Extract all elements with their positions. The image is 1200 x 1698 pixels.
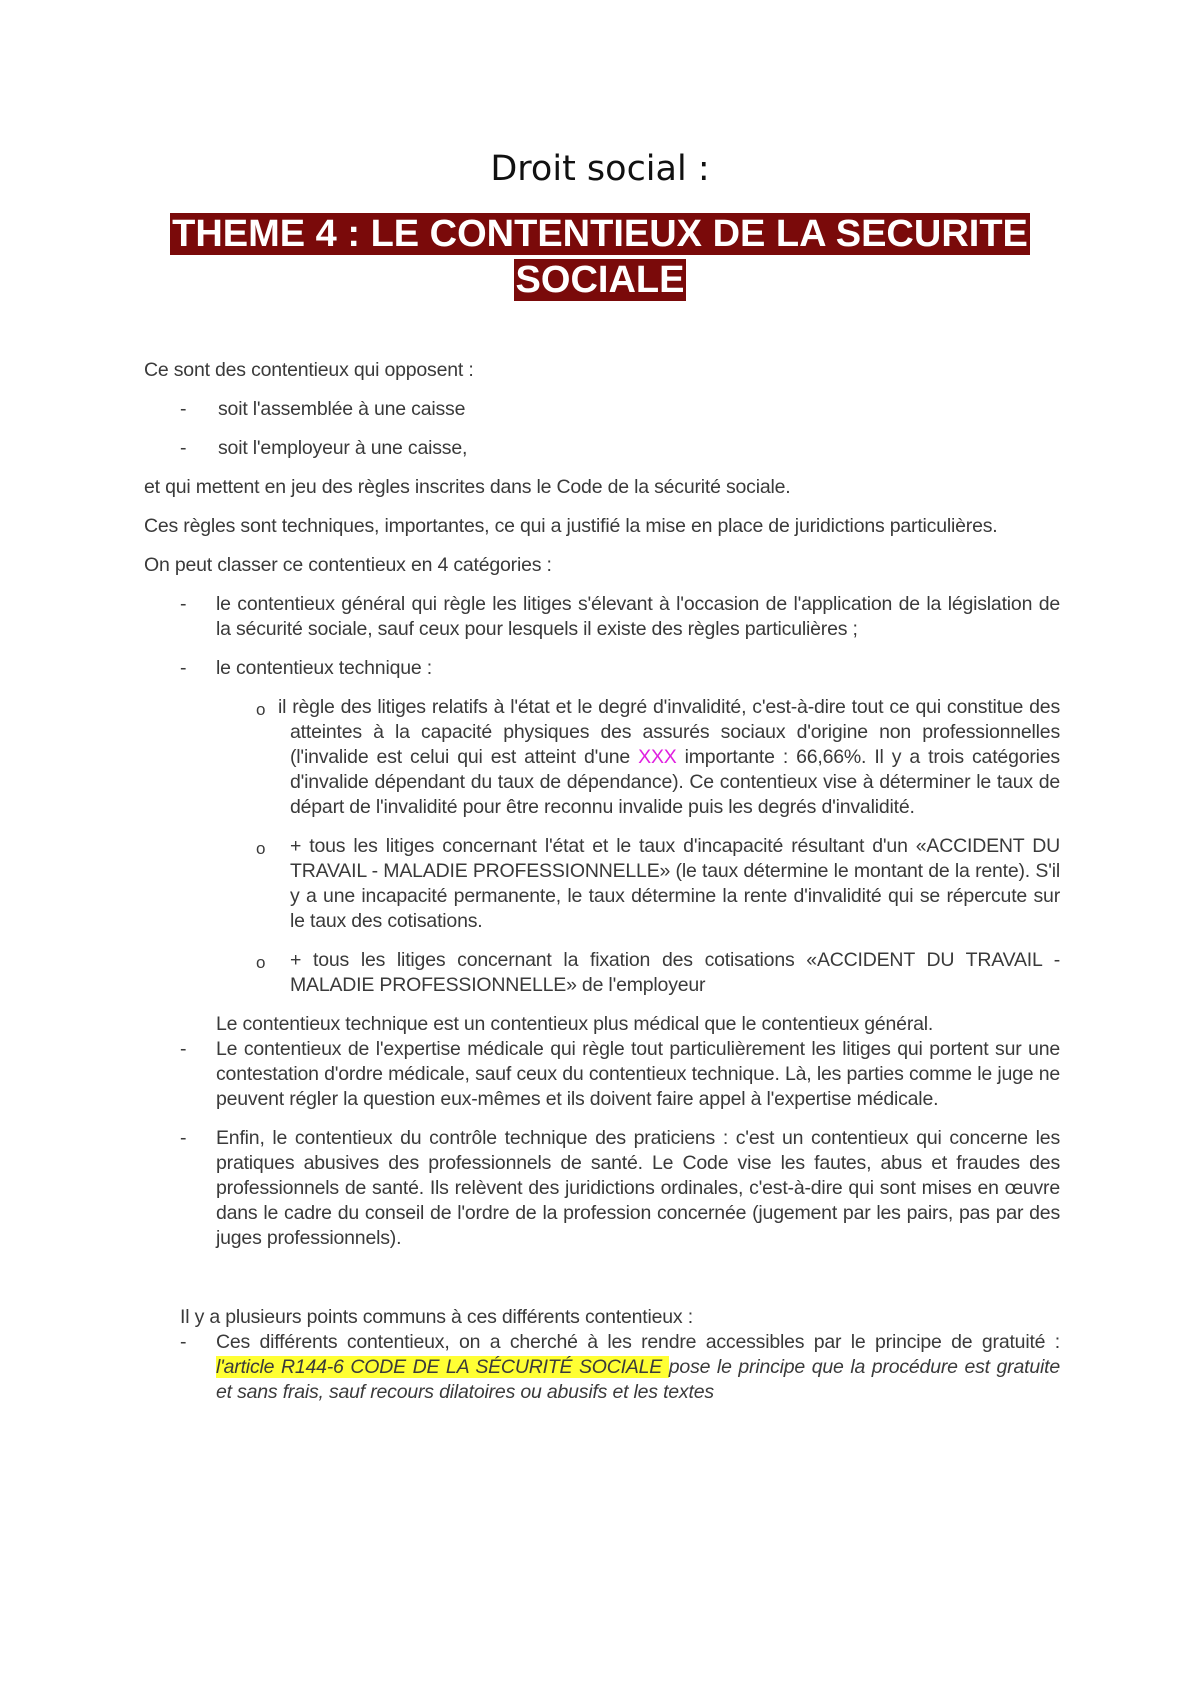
dash-bullet: -: [180, 1038, 187, 1060]
theme-heading-line1: THEME 4 : LE CONTENTIEUX DE LA SECURITE: [172, 213, 1028, 255]
technique-invalidite-part2: importante : 66,66%. Il y a trois catégories d'invalide dépendant du taux de dépendance). Ce contentieux vise à déterminer le taux de départ de l'invalidité pour être reconnu invalide puis les degrés d'invalidité.: [290, 746, 1060, 818]
dash-bullet: -: [180, 657, 187, 679]
list-item: [144, 1330, 1060, 1405]
dash-bullet: -: [180, 593, 187, 615]
list-item: [144, 592, 1060, 642]
list-item: [144, 397, 1060, 422]
category-general: le contentieux général qui règle les litiges s'élevant à l'occasion de l'application de la législation de la sécurité sociale, sauf ceux pour lesquels il existe des règles particulières ;: [216, 593, 1060, 640]
gratuite-part1: Ces différents contentieux, on a cherché à les rendre accessibles par le principe de gratuité :: [216, 1331, 1060, 1353]
rules-justification: Ces règles sont techniques, importantes, ce qui a justifié la mise en place de juridictions particulières.: [144, 515, 998, 537]
sub-list-item: [144, 948, 1060, 998]
list-item: [144, 1126, 1060, 1251]
document-body: [144, 358, 1060, 1419]
dash-bullet: -: [180, 437, 187, 459]
category-controle: Enfin, le contentieux du contrôle technique des praticiens : c'est un contentieux qui concerne les pratiques abusives des professionnels de santé. Le Code vise les fautes, abus et fraudes des professionnels de santé. Ils relèvent des juridictions ordinales, c'est-à-dire qui sont mises en œuvre dans le cadre du conseil de l'ordre de la profession concernée (jugement par les pairs, pas par des juges professionnels).: [216, 1127, 1060, 1249]
technique-note: Le contentieux technique est un contentieux plus médical que le contentieux général.: [216, 1013, 934, 1035]
circle-bullet: o: [256, 839, 266, 858]
technique-invalidite-part1: il règle des litiges relatifs à l'état et le degré d'invalidité, c'est-à-dire tout ce qui constitue des atteintes à la capacité physiques des assurés sociaux d'origine non professionnelles (l'invalide est celui qui est atteint d'une: [278, 696, 1060, 768]
dash-bullet: -: [180, 398, 187, 420]
sub-list-item: [144, 695, 1060, 820]
intro-item-assemblee: soit l'assemblée à une caisse: [218, 398, 466, 420]
list-item: [144, 1037, 1060, 1112]
page-title: Droit social :: [490, 149, 710, 189]
list-item: [144, 656, 1060, 681]
theme-heading-line2: SOCIALE: [515, 259, 685, 301]
circle-bullet: o: [256, 953, 266, 972]
category-technique: le contentieux technique :: [216, 657, 432, 679]
categories-intro: On peut classer ce contentieux en 4 catégories :: [144, 554, 552, 576]
list-item: [144, 436, 1060, 461]
technique-cotisations: + tous les litiges concernant la fixation des cotisations «ACCIDENT DU TRAVAIL - MALADIE PROFESSIONNELLE» de l'employeur: [290, 949, 1060, 996]
common-points-intro: Il y a plusieurs points communs à ces différents contentieux :: [180, 1306, 693, 1328]
highlighted-article-reference: l'article R144-6 CODE DE LA SÉCURITÉ SOCIALE: [216, 1356, 669, 1378]
theme-heading: [140, 211, 1060, 303]
category-expertise: Le contentieux de l'expertise médicale qui règle tout particulièrement les litiges qui portent sur une contestation d'ordre médicale, sauf ceux du contentieux technique. Là, les parties comme le juge ne peuvent régler la question eux-mêmes et ils doivent faire appel à l'expertise médicale.: [216, 1038, 1060, 1110]
circle-bullet: o: [256, 700, 266, 719]
magenta-placeholder: XXX: [638, 746, 677, 768]
technique-incapacite: + tous les litiges concernant l'état et le taux d'incapacité résultant d'un «ACCIDENT DU TRAVAIL - MALADIE PROFESSIONNELLE» (le taux détermine le montant de la rente). S'il y a une incapacité permanente, le taux détermine la rente d'invalidité qui se répercute sur le taux des cotisations.: [290, 835, 1060, 932]
intro-item-employeur: soit l'employeur à une caisse,: [218, 437, 468, 459]
rules-sentence: et qui mettent en jeu des règles inscrites dans le Code de la sécurité sociale.: [144, 476, 791, 498]
dash-bullet: -: [180, 1331, 187, 1353]
gratuite-part2: pose le principe que la procédure est gratuite et sans frais, sauf recours dilatoires ou abusifs et les textes: [216, 1356, 1060, 1403]
intro-paragraph: Ce sont des contentieux qui opposent :: [144, 359, 474, 381]
dash-bullet: -: [180, 1127, 187, 1149]
sub-list-item: [144, 834, 1060, 934]
